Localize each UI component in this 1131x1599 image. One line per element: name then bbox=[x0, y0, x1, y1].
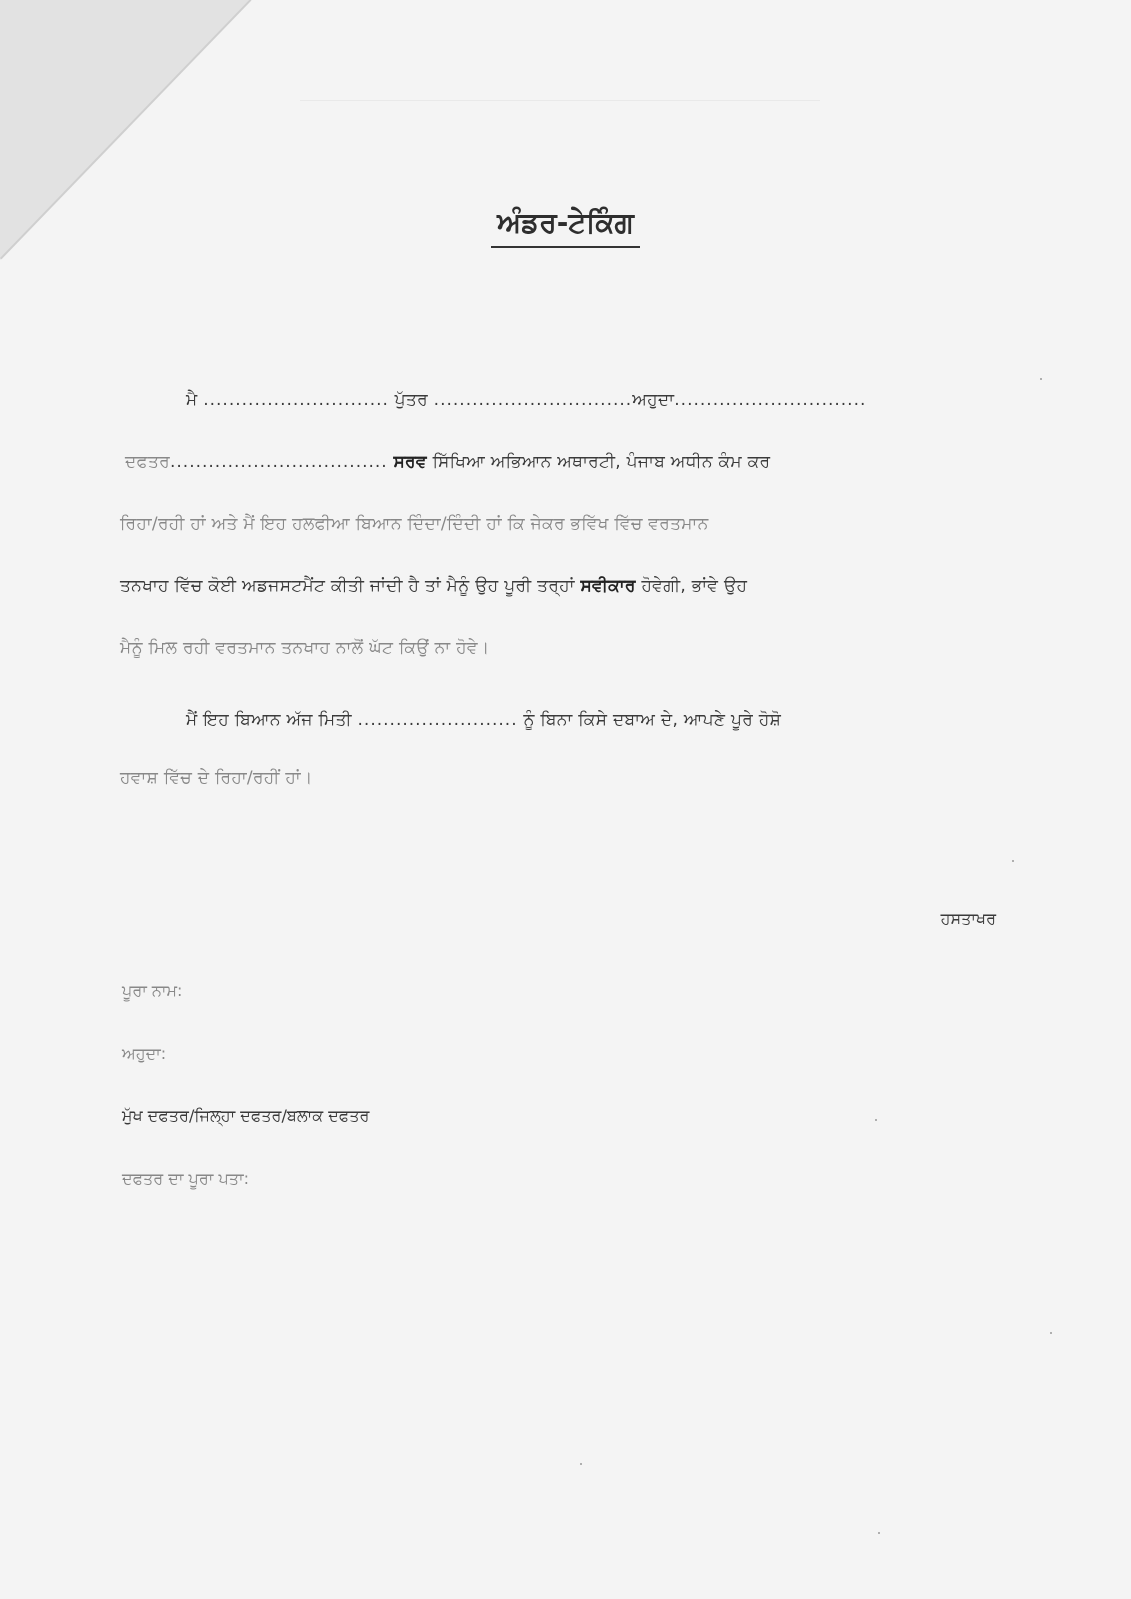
paper-speck bbox=[875, 1119, 877, 1121]
text-son-of: ਪੁੱਤਰ bbox=[394, 390, 428, 410]
para1-line3: ਰਿਹਾ/ਰਹੀ ਹਾਂ ਅਤੇ ਮੈਂ ਇਹ ਹਲਫੀਆ ਬਿਆਨ ਦਿੰਦਾ/ਦਿੰਦੀ ਹਾਂ ਕਿ ਜੇਕਰ ਭਵਿੱਖ ਵਿੱਚ ਵਰਤਮਾਨ bbox=[120, 514, 709, 534]
text-sarv-bold: ਸਰਵ bbox=[393, 452, 427, 472]
blank-office: .................................. bbox=[169, 452, 388, 472]
field-full-name: ਪੂਰਾ ਨਾਮ: bbox=[122, 981, 183, 1000]
paper-speck bbox=[1040, 378, 1042, 380]
text-main: ਮੈ bbox=[186, 390, 198, 410]
paper-speck bbox=[1012, 860, 1014, 862]
paper-speck bbox=[878, 1532, 880, 1534]
para2-line1 bbox=[186, 710, 781, 730]
blank-designation: .............................. bbox=[674, 390, 867, 410]
paper-speck bbox=[580, 1463, 582, 1465]
paper-speck bbox=[1050, 1332, 1052, 1334]
signature-label: ਹਸਤਾਖਰ bbox=[940, 909, 996, 928]
text-without-pressure: ਨੂੰ ਬਿਨਾ ਕਿਸੇ ਦਬਾਅ ਦੇ, ਆਪਣੇ ਪੂਰੇ ਹੋਸ਼ੋ bbox=[523, 710, 782, 730]
text-authority: ਸਿੱਖਿਆ ਅਭਿਆਨ ਅਥਾਰਟੀ, ਪੰਜਾਬ ਅਧੀਨ ਕੰਮ ਕਰ bbox=[432, 452, 771, 472]
field-designation: ਅਹੁਦਾ: bbox=[122, 1044, 167, 1063]
text-statement-date: ਮੈਂ ਇਹ ਬਿਆਨ ਅੱਜ ਮਿਤੀ bbox=[186, 710, 352, 730]
text-even-if: ਹੋਵੇਗੀ, ਭਾਂਵੇ ਉਹ bbox=[641, 576, 748, 596]
text-designation: ਅਹੁਦਾ bbox=[632, 390, 675, 410]
document-title bbox=[0, 206, 1131, 248]
para1-line1 bbox=[186, 390, 866, 410]
text-accept-bold: ਸਵੀਕਾਰ bbox=[580, 576, 636, 596]
field-office-address: ਦਫਤਰ ਦਾ ਪੂਰਾ ਪਤਾ: bbox=[122, 1169, 249, 1188]
title-text: ਅੰਡਰ-ਟੇਕਿੰਗ bbox=[491, 206, 640, 248]
blank-name: ............................. bbox=[203, 390, 389, 410]
field-office-type: ਮੁੱਖ ਦਫਤਰ/ਜਿਲ੍ਹਾ ਦਫਤਰ/ਬਲਾਕ ਦਫਤਰ bbox=[122, 1106, 370, 1125]
para1-line4 bbox=[120, 576, 747, 596]
para1-line2 bbox=[125, 452, 770, 472]
blank-parent: ............................... bbox=[433, 390, 633, 410]
bleed-through bbox=[300, 100, 820, 161]
text-adjustment: ਤਨਖਾਹ ਵਿੱਚ ਕੋਈ ਅਡਜਸਟਮੈਂਟ ਕੀਤੀ ਜਾਂਦੀ ਹੈ ਤਾਂ ਮੈਨੂੰ ਉਹ ਪੂਰੀ ਤਰ੍ਹਾਂ bbox=[120, 576, 575, 596]
para2-line2: ਹਵਾਸ਼ ਵਿੱਚ ਦੇ ਰਿਹਾ/ਰਹੀਂ ਹਾਂ। bbox=[120, 768, 313, 788]
para1-line5: ਮੈਨੂੰ ਮਿਲ ਰਹੀ ਵਰਤਮਾਨ ਤਨਖਾਹ ਨਾਲੋਂ ਘੱਟ ਕਿਉਂ ਨਾ ਹੋਵੇ। bbox=[120, 638, 490, 658]
blank-date: ......................... bbox=[357, 710, 518, 730]
text-office: ਦਫਤਰ bbox=[125, 452, 170, 472]
